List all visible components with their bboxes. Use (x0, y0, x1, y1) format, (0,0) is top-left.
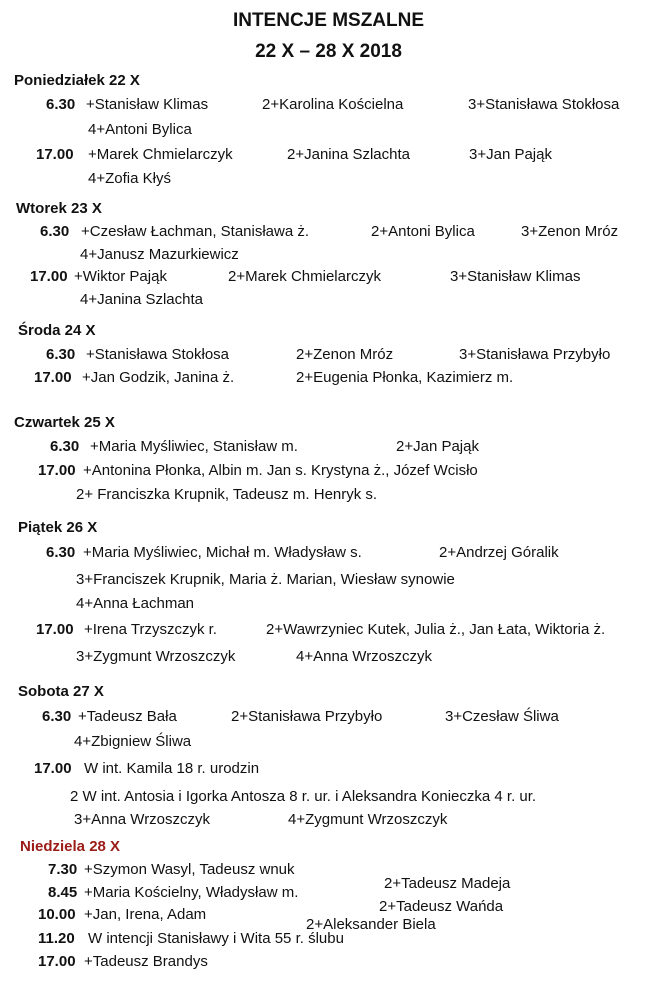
intention: +Tadeusz Brandys (84, 953, 208, 970)
intention: 2+Eugenia Płonka, Kazimierz m. (296, 369, 514, 386)
intention: 3+Stanisław Klimas (450, 268, 581, 285)
intention: +Czesław Łachman, Stanisława ż. (81, 223, 310, 240)
mass-time: 17.00 (34, 369, 72, 386)
mass-line (46, 346, 611, 363)
mass-line (38, 953, 208, 970)
intention: 3+Stanisława Przybyło (459, 346, 611, 363)
mass-time: 6.30 (46, 544, 76, 561)
intention: 2+Wawrzyniec Kutek, Julia ż., Jan Łata, Wiktoria ż. (266, 621, 606, 638)
mass-line (30, 268, 581, 285)
mass-line (38, 930, 344, 947)
mass-time: 6.30 (46, 96, 76, 113)
day-heading-tuesday: Wtorek 23 X (16, 200, 102, 217)
intention: +Jan, Irena, Adam (84, 906, 207, 923)
intention: 3+Stanisława Stokłosa (468, 96, 620, 113)
intention: +Wiktor Pająk (74, 268, 167, 285)
intention: 2+Stanisława Przybyło (231, 708, 383, 725)
day-heading-wednesday: Środa 24 X (18, 322, 96, 339)
intention: 3+Jan Pająk (469, 146, 552, 163)
mass-line (48, 861, 511, 892)
mass-line (36, 621, 606, 638)
mass-line (46, 544, 559, 561)
intention: +Maria Myśliwiec, Stanisław m. (90, 438, 298, 455)
intention: 4+Antoni Bylica (88, 121, 192, 138)
intention: W int. Kamila 18 r. urodzin (84, 760, 260, 777)
intention: 2+Andrzej Góralik (439, 544, 559, 561)
intention: 4+Anna Łachman (76, 595, 195, 612)
mass-time: 17.00 (38, 953, 76, 970)
day-heading-saturday: Sobota 27 X (18, 683, 104, 700)
mass-time: 17.00 (36, 621, 74, 638)
intention: 3+Zenon Mróz (521, 223, 619, 240)
intention: 4+Zofia Kłyś (88, 170, 171, 187)
intention: +Tadeusz Bała (78, 708, 177, 725)
intention: 4+Zygmunt Wrzoszczyk (288, 811, 448, 828)
mass-line (76, 648, 433, 665)
intention: 2+Marek Chmielarczyk (228, 268, 381, 285)
mass-time: 17.00 (34, 760, 72, 777)
intention: 2+Aleksander Biela (306, 916, 436, 933)
mass-time: 17.00 (36, 146, 74, 163)
day-heading-friday: Piątek 26 X (18, 519, 98, 536)
mass-line (50, 438, 479, 455)
intention: 2 W int. Antosia i Igorka Antosza 8 r. ur. i Aleksandra Konieczka 4 r. ur. (70, 788, 537, 805)
day-heading-sunday: Niedziela 28 X (20, 838, 121, 855)
intention: 2+Karolina Kościelna (262, 96, 404, 113)
intention: W intencji Stanisławy i Wita 55 r. ślubu (88, 930, 344, 947)
intention: 3+Czesław Śliwa (445, 708, 559, 725)
intention: 2+ Franciszka Krupnik, Tadeusz m. Henryk s. (76, 486, 378, 503)
intention: 2+Antoni Bylica (371, 223, 475, 240)
mass-time: 17.00 (30, 268, 68, 285)
intention: 4+Janina Szlachta (80, 291, 204, 308)
mass-time: 6.30 (40, 223, 70, 240)
intention: 4+Janusz Mazurkiewicz (80, 246, 239, 263)
intention: 4+Anna Wrzoszczyk (296, 648, 433, 665)
mass-line (38, 906, 436, 933)
intention: +Maria Kościelny, Władysław m. (84, 884, 299, 901)
mass-line (74, 811, 448, 828)
intention: +Maria Myśliwiec, Michał m. Władysław s. (83, 544, 362, 561)
mass-time: 8.45 (48, 884, 78, 901)
mass-line (38, 462, 478, 479)
mass-time: 11.20 (38, 930, 75, 947)
day-heading-thursday: Czwartek 25 X (14, 414, 115, 431)
intention: 3+Franciszek Krupnik, Maria ż. Marian, Wiesław synowie (76, 571, 455, 588)
intention: 2+Janina Szlachta (287, 146, 411, 163)
mass-time: 7.30 (48, 861, 78, 878)
intention: +Marek Chmielarczyk (88, 146, 233, 163)
mass-time: 17.00 (38, 462, 76, 479)
mass-line (40, 223, 619, 240)
intention: +Stanisław Klimas (86, 96, 209, 113)
intention: 2+Tadeusz Wańda (379, 898, 504, 915)
day-heading-monday: Poniedziałek 22 X (14, 72, 140, 89)
intention: +Jan Godzik, Janina ż. (82, 369, 235, 386)
mass-time: 10.00 (38, 906, 76, 923)
intention: 3+Anna Wrzoszczyk (74, 811, 211, 828)
mass-line (34, 369, 514, 386)
mass-line (36, 146, 552, 163)
date-range: 22 X – 28 X 2018 (255, 41, 402, 62)
mass-time: 6.30 (50, 438, 80, 455)
mass-time: 6.30 (46, 346, 76, 363)
intention: 2+Jan Pająk (396, 438, 479, 455)
intention: 4+Zbigniew Śliwa (74, 733, 192, 750)
mass-time: 6.30 (42, 708, 72, 725)
intention: +Irena Trzyszczyk r. (84, 621, 217, 638)
intention: +Szymon Wasyl, Tadeusz wnuk (84, 861, 295, 878)
intention: 2+Zenon Mróz (296, 346, 394, 363)
intention: +Stanisława Stokłosa (86, 346, 229, 363)
document-title: INTENCJE MSZALNE (232, 10, 425, 31)
mass-line (42, 708, 559, 725)
mass-line (46, 96, 620, 113)
mass-line (34, 760, 260, 777)
intention: +Antonina Płonka, Albin m. Jan s. Krystyna ż., Józef Wcisło (83, 462, 478, 479)
intention: 3+Zygmunt Wrzoszczyk (76, 648, 236, 665)
intention: 2+Tadeusz Madeja (384, 875, 511, 892)
